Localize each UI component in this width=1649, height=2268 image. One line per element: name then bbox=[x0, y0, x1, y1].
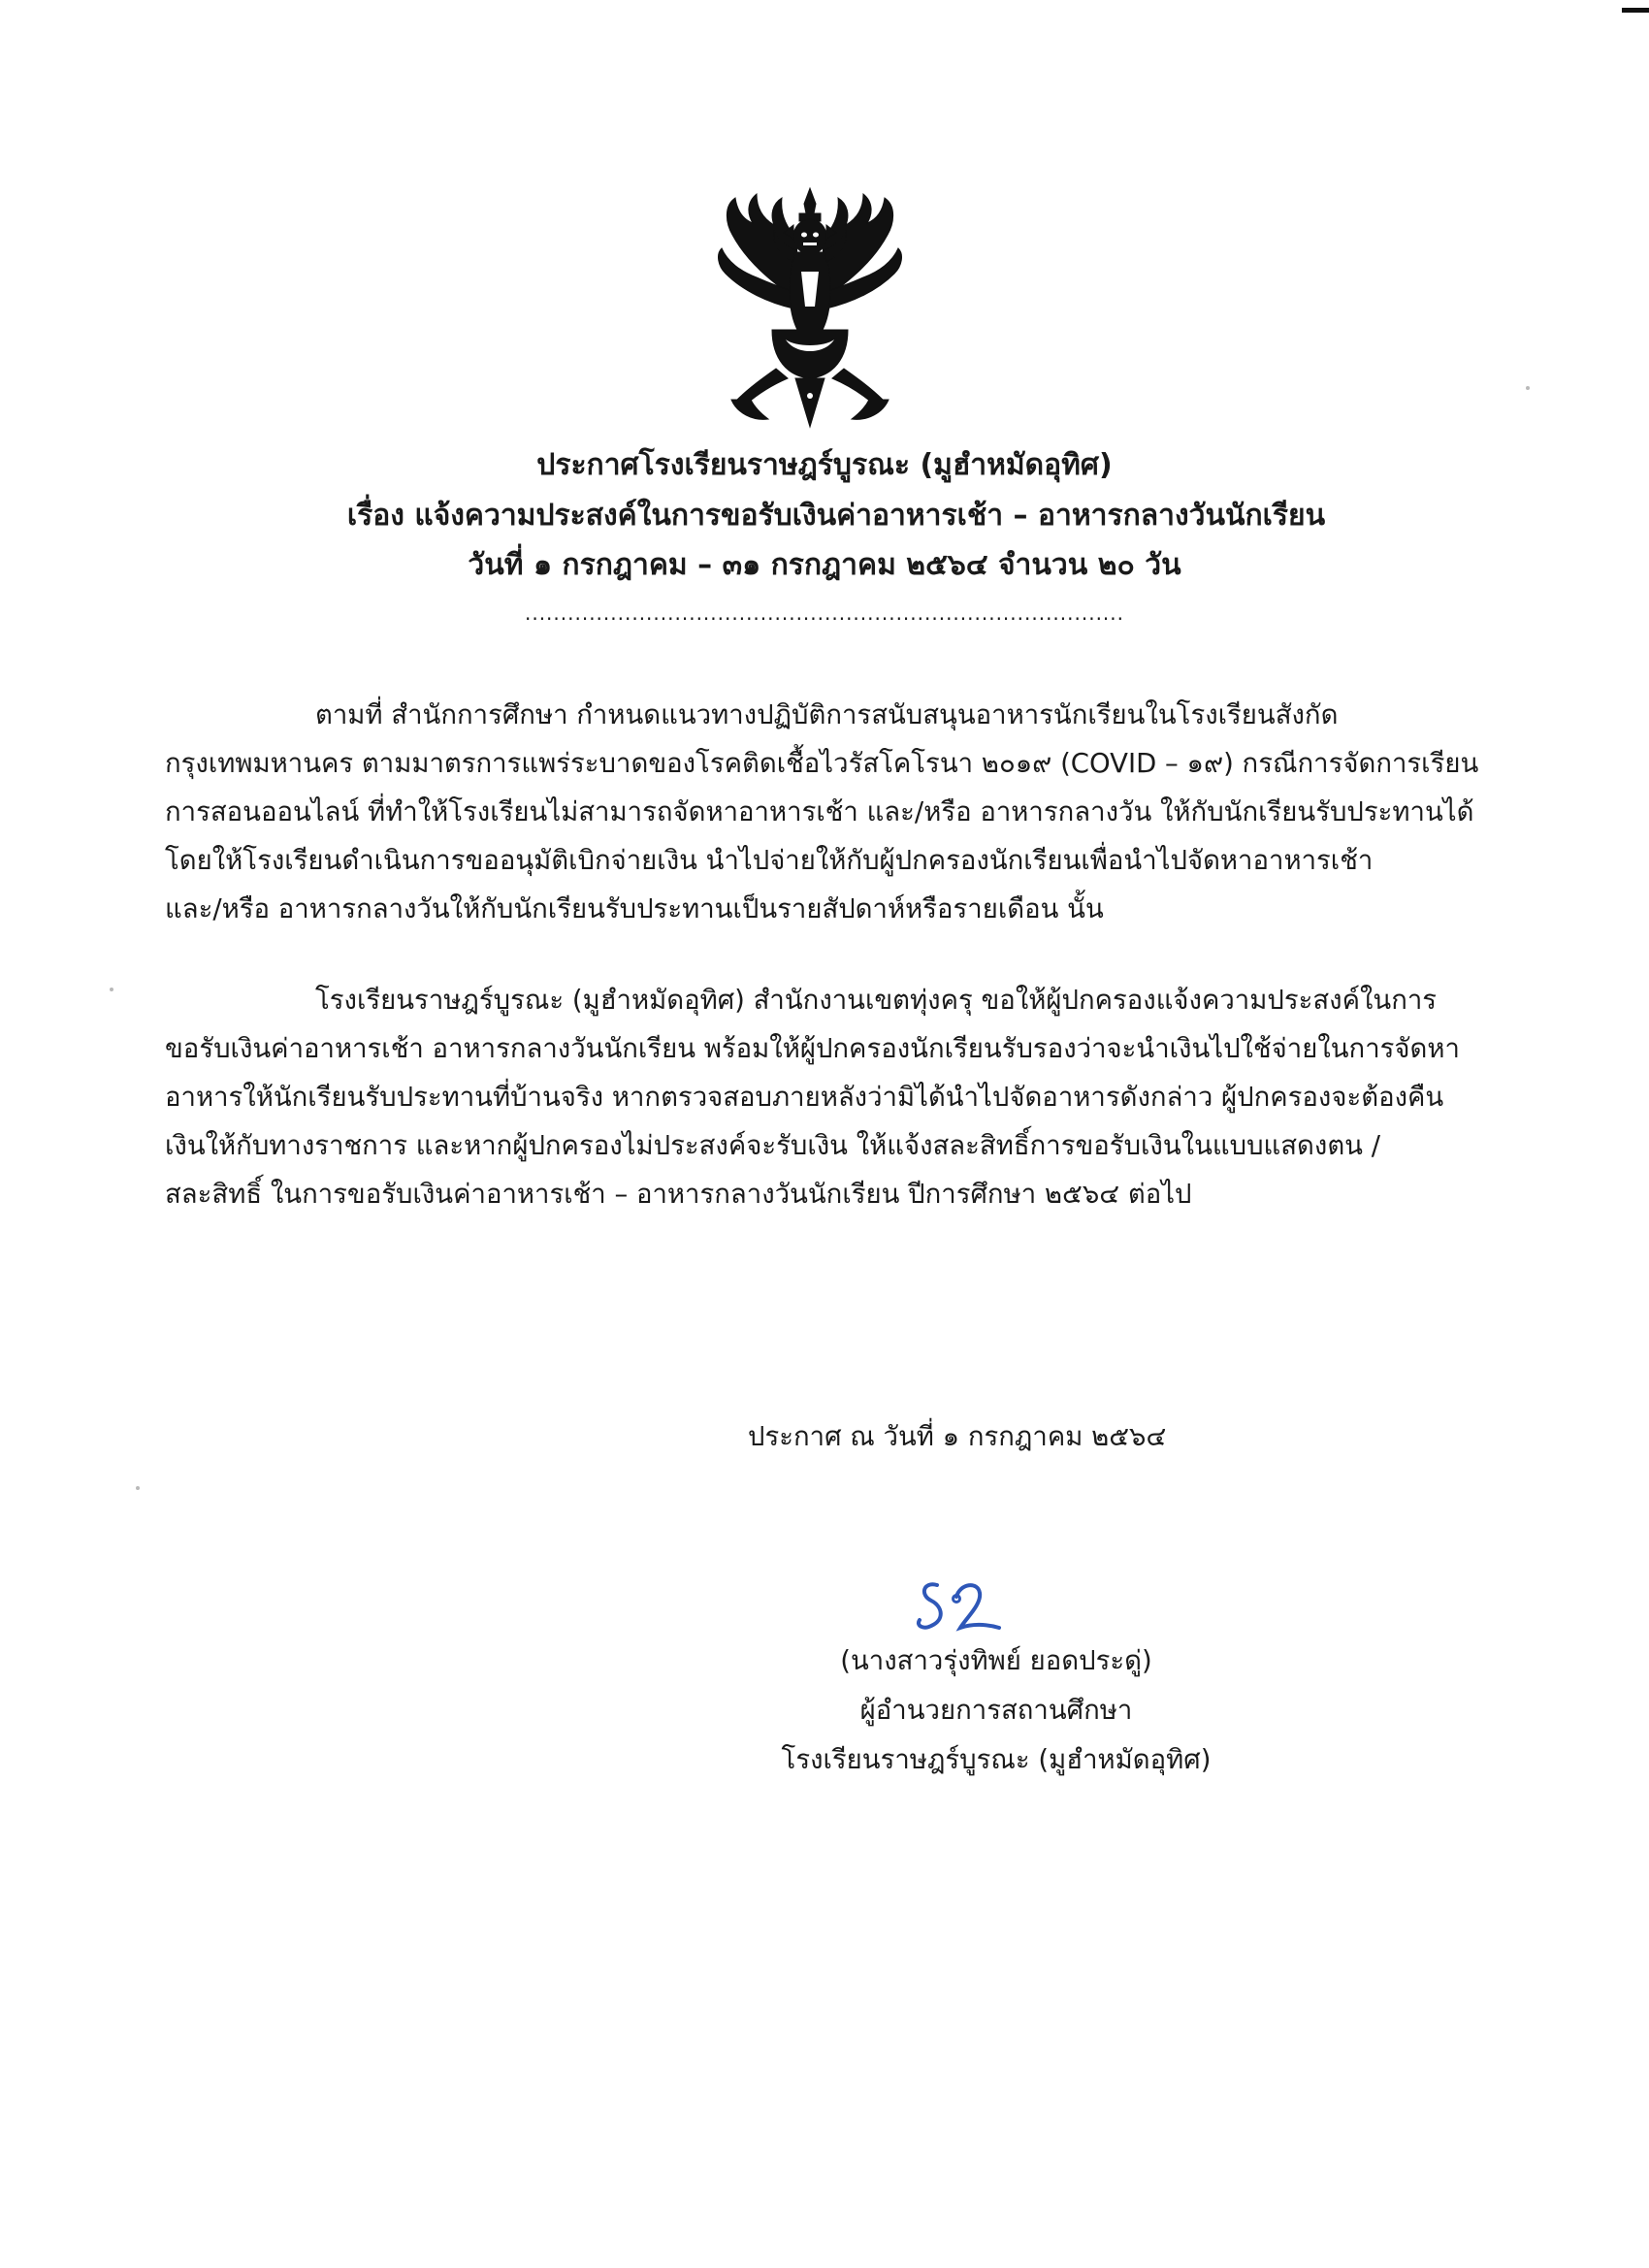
scan-speck bbox=[110, 988, 113, 991]
paragraph-line: สละสิทธิ์ ในการขอรับเงินค่าอาหารเช้า – อาหารกลางวันนักเรียน ปีการศึกษา ๒๕๖๔ ต่อไป bbox=[165, 1179, 1192, 1210]
announcement-subject: เรื่อง แจ้งความประสงค์ในการขอรับเงินค่าอาหารเช้า – อาหารกลางวันนักเรียน bbox=[346, 499, 1326, 533]
paragraph-line: กรุงเทพมหานคร ตามมาตรการแพร่ระบาดของโรคติดเชื้อไวรัสโคโรนา ๒๐๑๙ (COVID – ๑๙) กรณีการจัดการเรียน bbox=[165, 748, 1479, 779]
paragraph-line: ขอรับเงินค่าอาหารเช้า อาหารกลางวันนักเรียน พร้อมให้ผู้ปกครองนักเรียนรับรองว่าจะนำเงินไปใช้จ่ายในการจัดหา bbox=[165, 1033, 1460, 1064]
paragraph-line: การสอนออนไลน์ ที่ทำให้โรงเรียนไม่สามารถจัดหาอาหารเช้า และ/หรือ อาหารกลางวัน ให้กับนักเรียนรับประทานได้ bbox=[165, 796, 1474, 827]
scan-edge-mark bbox=[1622, 8, 1649, 13]
signatory-position: ผู้อำนวยการสถานศึกษา bbox=[859, 1695, 1133, 1726]
announced-date: ประกาศ ณ วันที่ ๑ กรกฎาคม ๒๕๖๔ bbox=[748, 1421, 1167, 1452]
signatory-school: โรงเรียนราษฎร์บูรณะ (มูฮำหมัดอุทิศ) bbox=[781, 1744, 1212, 1775]
dotted-separator: .................................................................................... bbox=[524, 601, 1125, 625]
paragraph-line: อาหารให้นักเรียนรับประทานที่บ้านจริง หากตรวจสอบภายหลังว่ามิได้นำไปจัดอาหารดังกล่าว ผู้ปกครองจะต้องคืน bbox=[165, 1082, 1444, 1113]
paragraph-line: โรงเรียนราษฎร์บูรณะ (มูฮำหมัดอุทิศ) สำนักงานเขตทุ่งครุ ขอให้ผู้ปกครองแจ้งความประสงค์ในการ bbox=[315, 985, 1438, 1016]
announcement-title: ประกาศโรงเรียนราษฎร์บูรณะ (มูฮำหมัดอุทิศ) bbox=[536, 448, 1113, 482]
scan-speck bbox=[1526, 386, 1530, 390]
paragraph-line: และ/หรือ อาหารกลางวันให้กับนักเรียนรับประทานเป็นรายสัปดาห์หรือรายเดือน นั้น bbox=[165, 893, 1104, 924]
paragraph-line: ตามที่ สำนักการศึกษา กำหนดแนวทางปฏิบัติการสนับสนุนอาหารนักเรียนในโรงเรียนสังกัด bbox=[315, 699, 1339, 730]
signatory-name: (นางสาวรุ่งทิพย์ ยอดประดู่) bbox=[840, 1645, 1152, 1676]
announcement-period: วันที่ ๑ กรกฎาคม – ๓๑ กรกฎาคม ๒๕๖๔ จำนวน ๒๐ วัน bbox=[468, 548, 1181, 582]
paragraph-line: โดยให้โรงเรียนดำเนินการขออนุมัติเบิกจ่ายเงิน นำไปจ่ายให้กับผู้ปกครองนักเรียนเพื่อนำไปจัดหาอาหารเช้า bbox=[165, 845, 1374, 876]
scan-speck bbox=[136, 1486, 140, 1490]
handwritten-signature-icon bbox=[910, 1571, 1026, 1639]
paragraph-line: เงินให้กับทางราชการ และหากผู้ปกครองไม่ประสงค์จะรับเงิน ให้แจ้งสละสิทธิ์การขอรับเงินในแบบแสดงตน / bbox=[165, 1130, 1380, 1161]
garuda-emblem-icon bbox=[679, 184, 941, 437]
